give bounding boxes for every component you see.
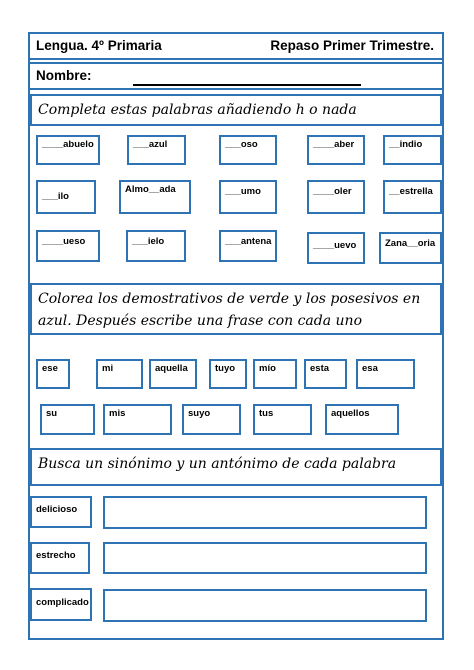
answer-field[interactable]	[103, 589, 427, 622]
name-label: Nombre:	[36, 68, 92, 83]
word-box: delicioso	[30, 496, 92, 528]
instruction-text: Busca un sinónimo y un antónimo de cada palabra	[38, 456, 397, 472]
word-box[interactable]: ___ielo	[126, 230, 186, 262]
word-box[interactable]: mis	[103, 404, 172, 435]
instruction-h-words	[30, 94, 442, 126]
instruction-text: Completa estas palabras añadiendo h o nada	[38, 102, 357, 118]
word-box[interactable]: ___azul	[127, 135, 186, 165]
word-box[interactable]: ____abuelo	[36, 135, 100, 165]
subject-title: Lengua. 4º Primaria	[36, 38, 162, 53]
instruction-line-2: azul. Después escribe una frase con cada uno	[38, 313, 363, 329]
word-box[interactable]: ____oler	[307, 180, 365, 214]
word-box[interactable]: mi	[96, 359, 143, 389]
word-box[interactable]: aquella	[149, 359, 197, 389]
word-box[interactable]: ____aber	[307, 135, 365, 165]
instruction-line-1: Colorea los demostrativos de verde y los posesivos en	[38, 291, 421, 307]
word-box[interactable]: ____ueso	[36, 230, 100, 262]
word-box[interactable]: suyo	[182, 404, 241, 435]
word-box[interactable]: ___ilo	[36, 180, 96, 214]
name-bar	[28, 62, 444, 90]
word-box[interactable]: ____uevo	[307, 232, 365, 264]
word-box[interactable]: __indio	[383, 135, 442, 165]
word-box[interactable]: __estrella	[383, 180, 442, 214]
word-box[interactable]: Almo__ada	[119, 180, 191, 214]
instruction-demonstratives	[30, 283, 442, 335]
word-box[interactable]: aquellos	[325, 404, 399, 435]
word-box[interactable]: ese	[36, 359, 70, 389]
word-box[interactable]: esta	[304, 359, 347, 389]
word-box: complicado	[30, 588, 92, 621]
name-field[interactable]	[133, 84, 361, 86]
word-box[interactable]: Zana__oria	[379, 232, 442, 264]
worksheet-title: Repaso Primer Trimestre.	[270, 38, 434, 53]
word-box[interactable]: ___antena	[219, 230, 277, 262]
header-bar	[28, 32, 444, 60]
word-box[interactable]: tus	[253, 404, 312, 435]
answer-field[interactable]	[103, 542, 427, 574]
word-box[interactable]: esa	[356, 359, 415, 389]
word-box: estrecho	[30, 542, 90, 574]
word-box[interactable]: su	[40, 404, 95, 435]
word-box[interactable]: tuyo	[209, 359, 247, 389]
word-box[interactable]: ___oso	[219, 135, 277, 165]
word-box[interactable]: mío	[253, 359, 297, 389]
instruction-synonyms	[30, 448, 442, 486]
answer-field[interactable]	[103, 496, 427, 529]
word-box[interactable]: ___umo	[219, 180, 277, 214]
